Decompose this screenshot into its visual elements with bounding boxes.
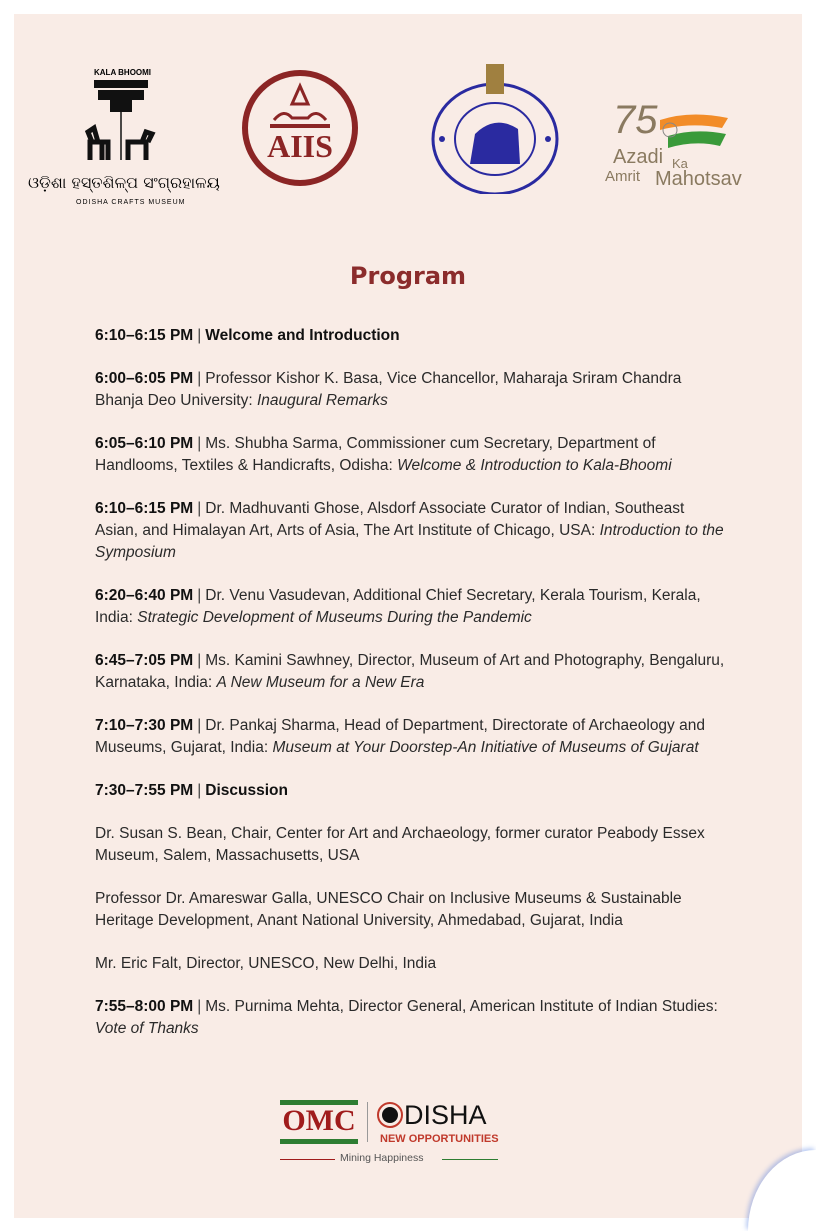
program-item bbox=[95, 498, 725, 564]
item-time: 6:00–6:05 PM bbox=[95, 370, 194, 387]
program-item bbox=[95, 953, 725, 975]
item-speaker: Ms. Kamini Sawhney, Director, Museum of Art and Photography, Bengaluru, Karnataka, India: bbox=[95, 652, 725, 691]
odia-name: ଓଡ଼ିଶା ହସ୍ତଶିଳ୍ପ ସଂଗ୍ରହାଳୟ bbox=[28, 173, 220, 192]
item-speaker: Dr. Madhuvanti Ghose, Alsdorf Associate Curator of Indian, Southeast Asian, and Himalayan Art, Arts of Asia, The Art Institute of Chicago, USA: bbox=[95, 500, 685, 539]
item-time: 6:45–7:05 PM bbox=[95, 652, 194, 669]
separator: | bbox=[197, 587, 202, 604]
program-item bbox=[95, 715, 725, 759]
page-title: Program bbox=[349, 262, 467, 290]
separator: | bbox=[197, 370, 202, 387]
item-talk-title: Museum at Your Doorstep-An Initiative of Museums of Gujarat bbox=[272, 739, 699, 756]
item-heading: Welcome and Introduction bbox=[205, 327, 400, 344]
seventy-five-text: 75 bbox=[613, 98, 658, 142]
item-talk-title: Inaugural Remarks bbox=[256, 392, 388, 409]
separator: | bbox=[197, 717, 202, 734]
item-speaker: Ms. Purnima Mehta, Director General, American Institute of Indian Studies: bbox=[205, 998, 718, 1015]
program-item bbox=[95, 325, 725, 347]
item-speaker: Dr. Susan S. Bean, Chair, Center for Art and Archaeology, former curator Peabody Essex Museum, Salem, Massachusetts, USA bbox=[95, 825, 705, 864]
amrit-text: Amrit bbox=[605, 168, 640, 185]
item-time: 6:20–6:40 PM bbox=[95, 587, 194, 604]
item-time: 6:10–6:15 PM bbox=[95, 500, 194, 517]
item-heading: Discussion bbox=[205, 782, 288, 799]
program-item bbox=[95, 996, 725, 1040]
odisha-o-icon bbox=[376, 1101, 406, 1131]
item-speaker: Dr. Venu Vasudevan, Additional Chief Secretary, Kerala Tourism, Kerala, India: bbox=[95, 587, 701, 626]
item-speaker: Ms. Shubha Sarma, Commissioner cum Secretary, Department of Handlooms, Textiles & Handicrafts, Odisha: bbox=[95, 435, 656, 474]
odisha-government-seal bbox=[430, 64, 560, 194]
separator: | bbox=[197, 782, 202, 799]
item-time: 6:10–6:15 PM bbox=[95, 327, 194, 344]
aiis-text: AIIS bbox=[267, 128, 333, 164]
azadi-text: Azadi bbox=[613, 146, 664, 168]
mining-happiness-text: Mining Happiness bbox=[340, 1152, 424, 1164]
item-speaker: Dr. Pankaj Sharma, Head of Department, Directorate of Archaeology and Museums, Gujarat, India: bbox=[95, 717, 705, 756]
program-list bbox=[95, 325, 725, 1061]
azadi-ka-amrit-mahotsav-logo bbox=[605, 100, 765, 195]
program-item bbox=[95, 888, 725, 932]
item-talk-title: Vote of Thanks bbox=[95, 1020, 199, 1037]
program-item bbox=[95, 433, 725, 477]
separator: | bbox=[197, 327, 202, 344]
program-item bbox=[95, 650, 725, 694]
item-time: 7:10–7:30 PM bbox=[95, 717, 194, 734]
separator: | bbox=[197, 500, 202, 517]
kala-bhoomi-text: KALA BHOOMI bbox=[94, 68, 152, 77]
separator: | bbox=[197, 652, 202, 669]
item-speaker: Professor Kishor K. Basa, Vice Chancellor, Maharaja Sriram Chandra Bhanja Deo University: bbox=[95, 370, 682, 409]
separator: | bbox=[197, 435, 202, 452]
horses-icon bbox=[28, 80, 213, 175]
item-speaker: Professor Dr. Amareswar Galla, UNESCO Chair on Inclusive Museums & Sustainable Heritage Development, Anant National University, Ahmedabad, Gujarat, India bbox=[95, 890, 682, 929]
item-talk-title: A New Museum for a New Era bbox=[216, 674, 425, 691]
odisha-text: DISHA bbox=[404, 1100, 487, 1130]
program-item bbox=[95, 780, 725, 802]
program-item bbox=[95, 823, 725, 867]
item-time: 7:30–7:55 PM bbox=[95, 782, 194, 799]
aiis-logo bbox=[240, 68, 360, 188]
item-time: 7:55–8:00 PM bbox=[95, 998, 194, 1015]
item-speaker: Mr. Eric Falt, Director, UNESCO, New Delhi, India bbox=[95, 955, 437, 972]
omc-odisha-logo bbox=[280, 1100, 500, 1165]
item-talk-title: Introduction to the Symposium bbox=[95, 522, 724, 561]
crafts-museum-name: ODISHA CRAFTS MUSEUM bbox=[76, 199, 186, 206]
new-opportunities-text: NEW OPPORTUNITIES bbox=[380, 1133, 499, 1145]
mahotsav-text: Mahotsav bbox=[655, 168, 742, 190]
odisha-crafts-museum-logo bbox=[28, 68, 220, 213]
ka-text: Ka bbox=[672, 156, 688, 171]
item-talk-title: Strategic Development of Museums During the Pandemic bbox=[137, 609, 532, 626]
government-seal-icon bbox=[430, 64, 560, 194]
item-talk-title: Welcome & Introduction to Kala-Bhoomi bbox=[397, 457, 672, 474]
separator: | bbox=[197, 998, 202, 1015]
program-item bbox=[95, 368, 725, 412]
item-time: 6:05–6:10 PM bbox=[95, 435, 194, 452]
omc-text: OMC bbox=[282, 1104, 356, 1137]
program-item bbox=[95, 585, 725, 629]
